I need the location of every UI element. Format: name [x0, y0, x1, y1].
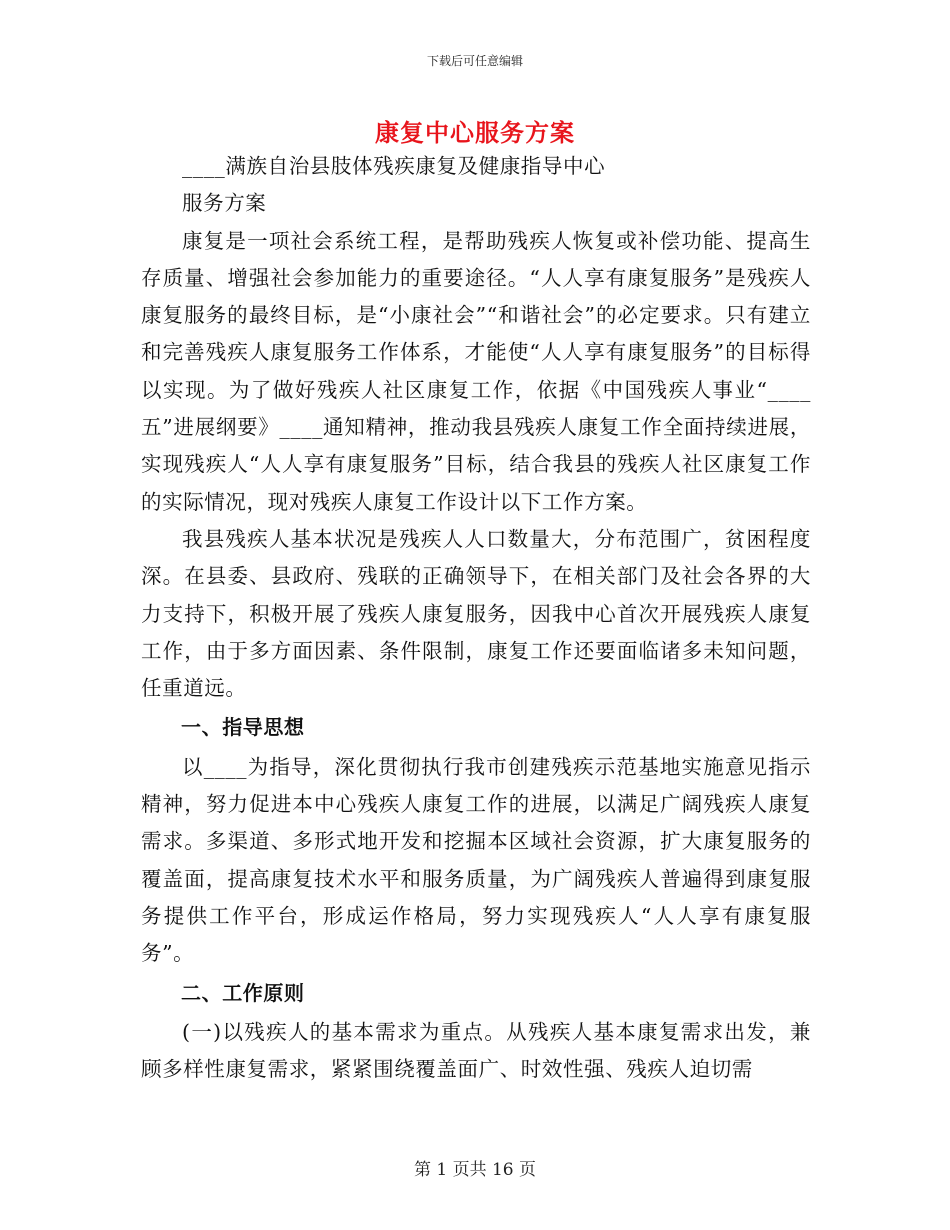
- header-note: 下载后可任意编辑: [426, 54, 523, 68]
- paragraph-subtitle: 服务方案: [182, 191, 267, 216]
- paragraph-principle-1: (一)以残疾人的基本需求为重点。从残疾人基本康复需求出发，兼顾多样性康复需求，紧紧围绕覆盖面广、时效性强、残疾人迫切需: [141, 1019, 811, 1082]
- paragraph-guiding-ideology: 以____为指导，深化贯彻执行我市创建残疾示范基地实施意见指示精神，努力促进本中心残疾人康复工作的进展，以满足广阔残疾人康复需求。多渠道、多形式地开发和挖掘本区域社会资源，扩大康复服务的覆盖面，提高康复技术水平和服务质量，为广阔残疾人普遍得到康复服务提供工作平台，形成运作格局，努力实现残疾人“人人享有康复服务”。: [141, 754, 811, 966]
- paragraph-org-name: ____满族自治县肢体残疾康复及健康指导中心: [182, 154, 606, 178]
- document-body: [141, 148, 811, 1088]
- section-heading-work-principles: 二、工作原则: [181, 980, 305, 1005]
- page-footer: 第 1 页共 16 页: [413, 1160, 537, 1180]
- paragraph-status: 我县残疾人基本状况是残疾人人口数量大，分布范围广，贫困程度深。在县委、县政府、残联的正确领导下，在相关部门及社会各界的大力支持下，积极开展了残疾人康复服务，因我中心首次开展残疾人康复工作，由于多方面因素、条件限制，康复工作还要面临诸多未知问题，任重道远。: [141, 526, 811, 701]
- document-title: 康复中心服务方案: [375, 118, 575, 147]
- section-heading-guiding-ideology: 一、指导思想: [181, 715, 305, 740]
- paragraph-intro: 康复是一项社会系统工程，是帮助残疾人恢复或补偿功能、提高生存质量、增强社会参加能力的重要途径。“人人享有康复服务”是残疾人康复服务的最终目标，是“小康社会”“和谐社会”的必定要求。只有建立和完善残疾人康复服务工作体系，才能使“人人享有康复服务”的目标得以实现。为了做好残疾人社区康复工作，依据《中国残疾人事业“____五”进展纲要》____通知精神，推动我县残疾人康复工作全面持续进展，实现残疾人“人人享有康复服务”目标，结合我县的残疾人社区康复工作的实际情况，现对残疾人康复工作设计以下工作方案。: [141, 228, 811, 514]
